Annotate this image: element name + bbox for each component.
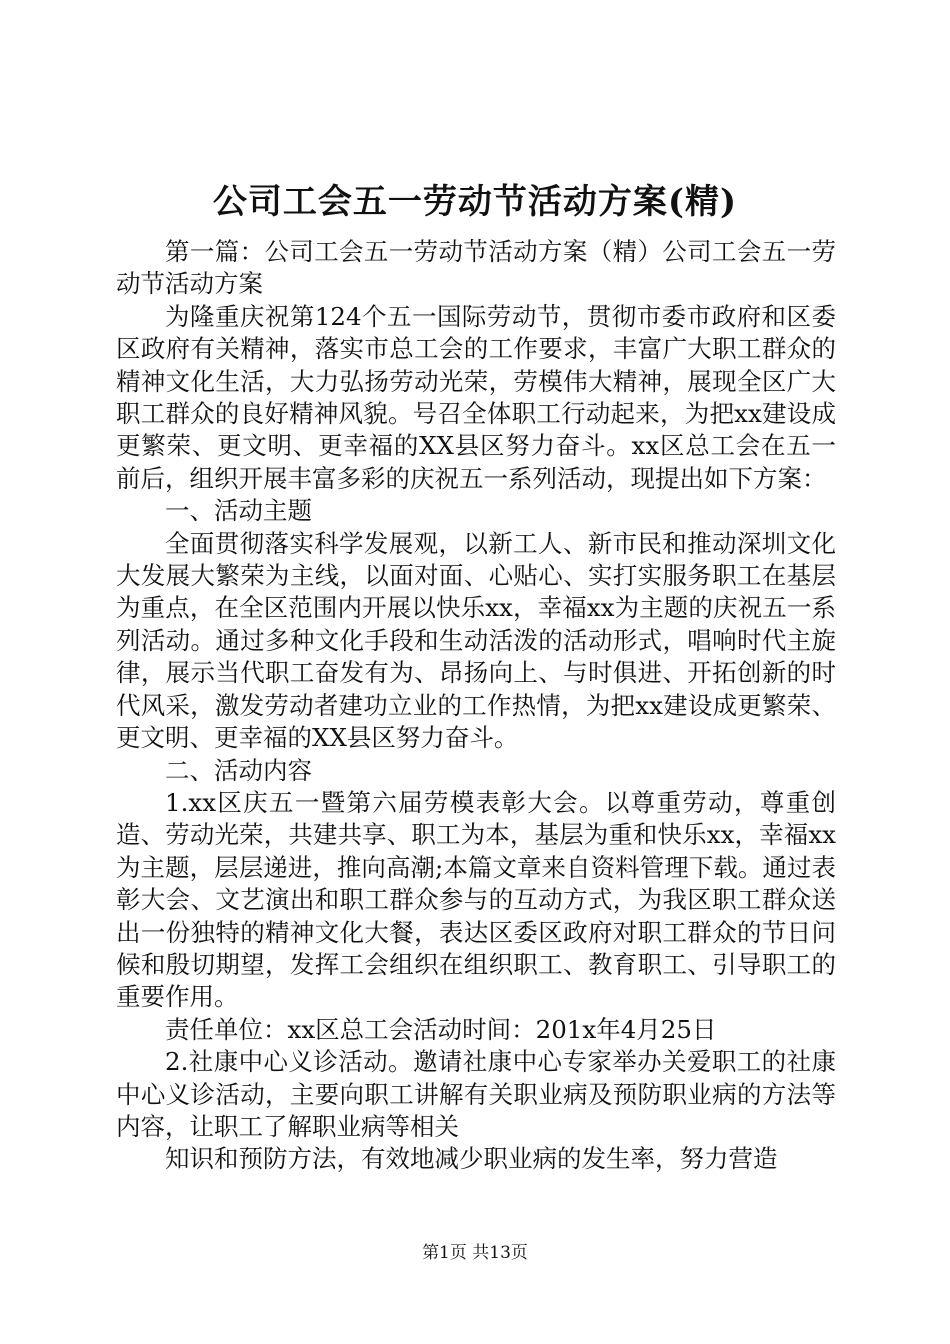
section-heading: 二、活动内容 [165, 755, 312, 785]
paragraph: 为隆重庆祝第124个五一国际劳动节，贯彻市委市政府和区委区政府有关精神，落实市总工会的工作要求，丰富广大职工群众的精神文化生活，大力弘扬劳动光荣，劳模伟大精神，展现全区广大职工群众的良好精神风貌。号召全体职工行动起来，为把xx建设成更繁荣、更文明、更幸福的XX县区努力奋斗。xx区总工会在五一前后，组织开展丰富多彩的庆祝五一系列活动，现提出如下方案： [116, 301, 836, 493]
section-heading: 一、活动主题 [165, 496, 312, 526]
document-body [116, 236, 836, 1176]
paragraph: 知识和预防方法，有效地减少职业病的发生率，努力营造 [165, 1144, 778, 1174]
paragraph: 1.xx区庆五一暨第六届劳模表彰大会。以尊重劳动，尊重创造、劳动光荣，共建共享、职工为本，基层为重和快乐xx，幸福xx为主题，层层递进，推向高潮;本篇文章来自资料管理下载。通过表彰大会、文艺演出和职工群众参与的互动方式，为我区职工群众送出一份独特的精神文化大餐，表达区委区政府对职工群众的节日问候和殷切期望，发挥工会组织在组织职工、教育职工、引导职工的重要作用。 [116, 787, 836, 1012]
page-footer: 第1页 共13页 [422, 1243, 528, 1263]
paragraph: 第一篇：公司工会五一劳动节活动方案（精）公司工会五一劳动节活动方案 [116, 237, 836, 299]
paragraph: 2.社康中心义诊活动。邀请社康中心专家举办关爱职工的社康中心义诊活动，主要向职工讲解有关职业病及预防职业病的方法等内容，让职工了解职业病等相关 [116, 1047, 836, 1141]
paragraph: 责任单位：xx区总工会活动时间：201x年4月25日 [165, 1014, 717, 1044]
paragraph: 全面贯彻落实科学发展观，以新工人、新市民和推动深圳文化大发展大繁荣为主线，以面对面、心贴心、实打实服务职工在基层为重点，在全区范围内开展以快乐xx，幸福xx为主题的庆祝五一系列活动。通过多种文化手段和生动活泼的活动形式，唱响时代主旋律，展示当代职工奋发有为、昂扬向上、与时俱进、开拓创新的时代风采，激发劳动者建功立业的工作热情，为把xx建设成更繁荣、更文明、更幸福的XX县区努力奋斗。 [116, 528, 836, 753]
document-title: 公司工会五一劳动节活动方案(精) [212, 182, 738, 222]
